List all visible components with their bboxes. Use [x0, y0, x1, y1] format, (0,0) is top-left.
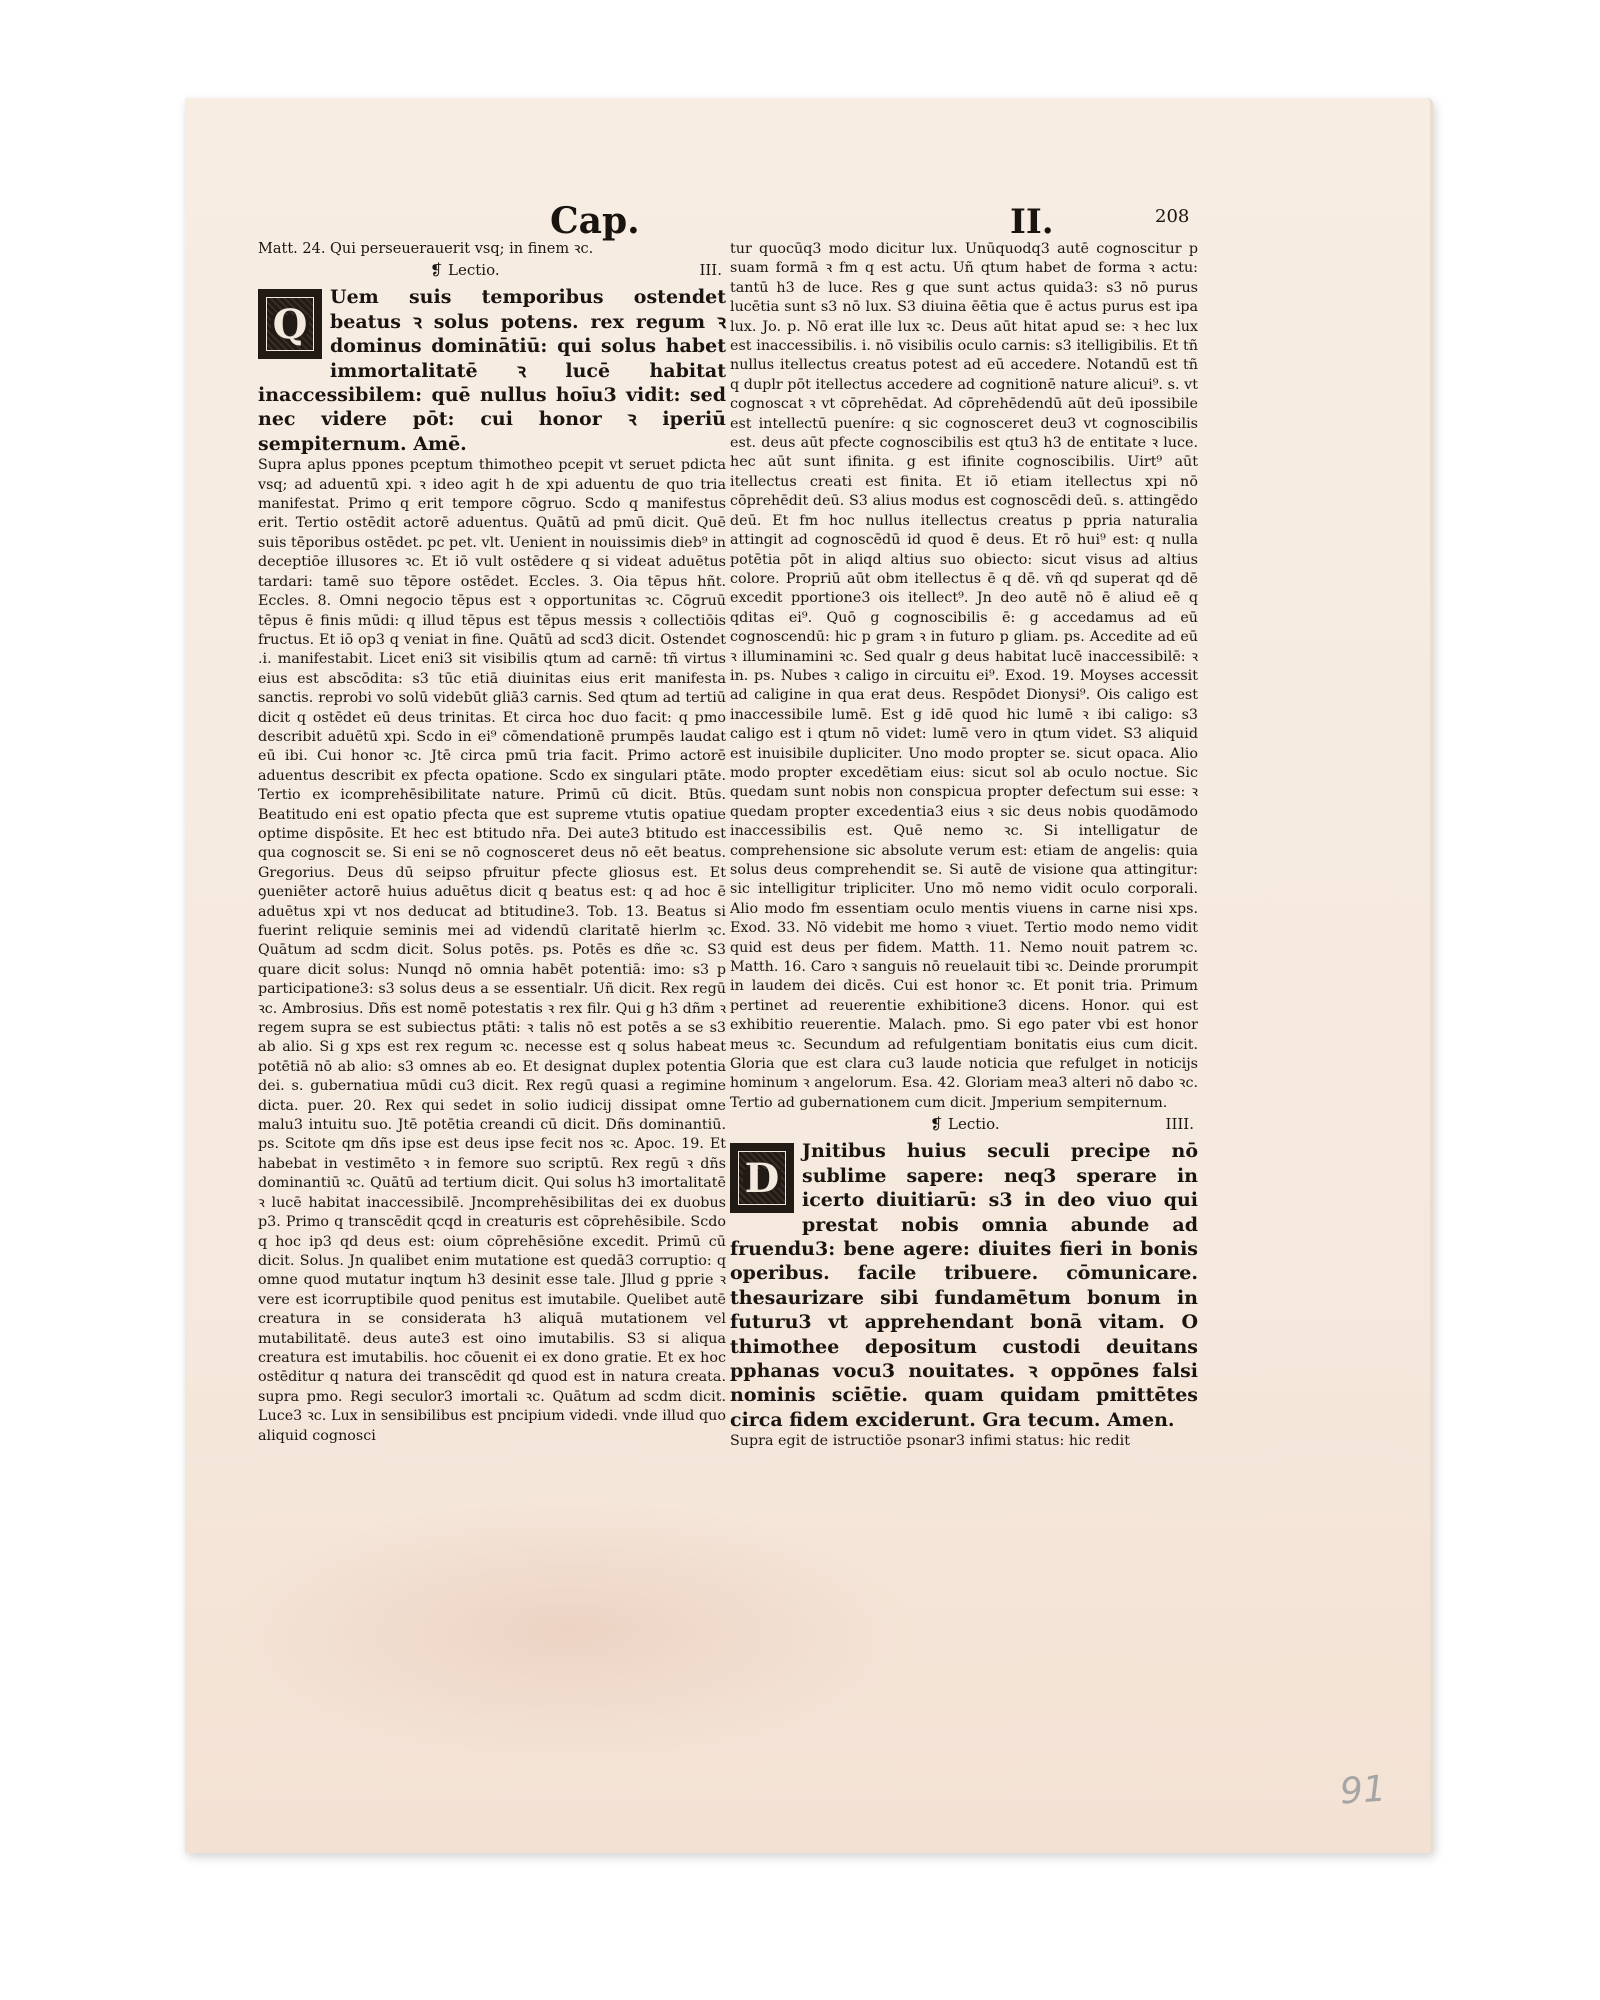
- lemma-text-left: Uem suis temporibus ostendet beatus ꝛ solus potens. rex regum ꝛ dominus dominātiū: qui solus habet immortalitatē ꝛ lucē habitat inaccessibilem: quē nullus hoīu3 vidit: sed nec videre pōt: cui honor ꝛ iperiū sempiternum. Amē.: [258, 286, 726, 455]
- paragraph-mark-icon: ❡: [430, 261, 443, 280]
- pencil-annotation: 91: [1338, 1768, 1388, 1813]
- lectio-label: Lectio.: [948, 1115, 1000, 1134]
- running-head: [0, 200, 1600, 240]
- commentary-start-right: Supra egit de istructiōe psonar3 infimi status: hic redit: [730, 1433, 1130, 1450]
- decorated-initial-d: [730, 1143, 794, 1213]
- folio-number: 208: [1155, 206, 1190, 227]
- lectio-number: III.: [699, 261, 722, 280]
- lectio-label: Lectio.: [448, 261, 500, 280]
- running-head-chapter: II.: [1010, 202, 1054, 242]
- scripture-reference: Matt. 24. Qui perseuerauerit vsq; in finem ꝛc.: [258, 241, 594, 257]
- commentary-text-left: Supra aplus ppones pceptum thimotheo pcepit vt seruet pdicta vsq; ad aduentū xpi. ꝛ ideo agit h de xpi aduentu de quo tria manifestat. Primo q erit tempore cōgruo. Scdo q manifestus erit. Tertio ostēdit actorē aduentus. Quātū ad pmū dicit. Quē suis tēporibus ostēdet. pc pet. vlt. Uenient in nouissimis dieb⁹ in deceptiōe illusores ꝛc. Et iō vult ostēdere q si videat aduētus tardari: tamē suo tēpore ostēdet. Eccles. 3. Oia tēpus hñt. Eccles. 8. Omni negocio tēpus est ꝛ opportunitas ꝛc. Cōgruū tēpus ē finis mūdi: q illud tēpus est tēpus messis ꝛ collectiōis fructus. Et iō op3 q veniat in fine. Quātū ad scd3 dicit. Ostendet .i. manifestabit. Licet eni3 sit visibilis qtum ad carnē: tñ virtus eius est abscōdita: s3 tūc etiā diuinitas eius erit manifesta sanctis. reprobi vo solū videbūt gliā3 carnis. Sed qtum ad tertiū dicit q ostēdet eū deus trinitas. Et circa hoc duo facit: q pmo describit aduētū xpi. Scdo in ei⁹ cōmendationē prumpēs laudat eū ibi. Cui honor ꝛc. Jtē circa pmū tria facit. Primo actorē aduentus describit ex pfecta opatione. Scdo ex singulari ptāte. Tertio ex icomprehēsibilitate nature. Primū cū dicit. Btūs. Beatitudo eni est opatio pfecta que est supreme vtutis opatiue optime dispōsite. Et hec est btitudo nr̄a. Dei aute3 btitudo est qua cognoscit se. Si eni se nō cognosceret deus nō eēt beatus. Gregorius. Deus dū seipso pfruitur pfecte gliosus est. Et ꝯueniēter actorē huius aduētus dicit q beatus est: q ad hoc ē aduētus xpi vt nos deducat ad btitudine3. Tob. 13. Beatus si fuerint reliquie seminis mei ad videndū claritatē hierlm ꝛc. Quātum ad scdm dicit. Solus potēs. ps. Potēs es dñe ꝛc. S3 quare dicit solus: Nunqd nō omnia habēt potentiā: imo: s3 p participatione3: s3 solus deus a se essentialr. Uñ dicit. Rex regū ꝛc. Ambrosius. Dñs est nomē potestatis ꝛ rex filr. Qui g h3 dñm ꝛ regem supra se est subiectus ptāti: ꝛ talis nō est potēs a se s3 ab alio. Si g xps est rex regum ꝛc. necesse est q solus habeat potētiā nō ab alio: s3 omnes ab eo. Et designat duplex potentia dei. s. gubernatiua mūdi cu3 dicit. Rex regū quasi a regimine dicta. puer. 20. Rex qui sedet in solio iudicij dissipat omne malu3 intuitu suo. Jtē potētia creandi cū dicit. Dñs dominantiū. ps. Scitote qm dñs ipse est deus ipse fecit nos ꝛc. Apoc. 19. Et habebat in vestimēto ꝛ in femore suo scriptū. Rex regū ꝛ dñs dominantiū ꝛc. Quātū ad tertium dicit. Qui solus h3 imortalitatē ꝛ lucē habitat inaccessibilē. Jncomprehēsibilitas dei ex duobus p3. Primo q transcēdit qcqd in creaturis est cōprehēsibile. Scdo q hoc ip3 qd deus est: oium cōprehēsiōne excedit. Primū cū dicit. Solus. Jn qualibet enim mutatione est quedā3 corruptio: q omne quod mutatur inqtum h3 desinit esse tale. Jllud g pprie ꝛ vere est icorruptibile quod penitus est imutabile. Quelibet autē creatura in se considerata h3 aliquā mutationem vel mutabilitatē. deus aute3 est oino imutabilis. S3 si aliqua creatura est imutabilis. hoc cōuenit ei ex dono gratie. Et ex hoc ostēditur q natura dei transcēdit qd quod est in natura creata. supra pmo. Regi seculor3 imortali ꝛc. Quātum ad scdm dicit. Luce3 ꝛc. Lux in sensibilibus est pncipium videdi. vnde illud quo aliquid cognosci: [258, 457, 726, 1444]
- right-column: [730, 240, 1198, 1452]
- decorated-initial-q: [258, 289, 322, 359]
- paragraph-mark-icon: ❡: [930, 1115, 943, 1134]
- lemma-text-right: Jnitibus huius seculi precipe nō sublime sapere: neq3 sperare in icerto diuitiarū: s3 in deo viuo qui prestat nobis omnia abunde ad fruendu3: bene agere: diuites fieri in bonis operibus. facile tribuere. cōmunicare. thesaurizare sibi fundamētum bonum in futuru3 vt apprehendant bonā vitam. O thimothee depositum custodi deuitans pphanas vocu3 nouitates. ꝛ oppōnes falsi nominis sciētie. quam quidam pmittētes circa fidem exciderunt. Gra tecum. Amen.: [730, 1140, 1198, 1431]
- initial-letter: Q: [272, 300, 308, 348]
- initial-letter: D: [744, 1154, 780, 1202]
- lectio-number: IIII.: [1165, 1115, 1194, 1134]
- running-head-cap: Cap.: [550, 200, 640, 242]
- lectio-heading-left: [258, 261, 726, 283]
- lectio-heading-right: [730, 1115, 1198, 1137]
- left-column: [258, 240, 726, 1446]
- commentary-text-right: tur quocūq3 modo dicitur lux. Unūquodq3 autē cognoscitur p suam formā ꝛ fm q est actu. Uñ qtum habet de forma ꝛ actu: tantū h3 de luce. Res g que sunt actus quida3: s3 nō purus lucētia sunt s3 nō lux. S3 diuina ēētia que ē actus purus est ipa lux. Jo. p. Nō erat ille lux ꝛc. Deus aūt hitat apud se: ꝛ hec lux est inaccessibilis. i. nō visibilis oculo carnis: s3 itelligibilis. Et tñ nullus itellectus creatus potest ad eū accedere. Notandū est tñ q duplr pōt itellectus accedere ad cognitionē nature alicui⁹. s. vt cognoscat ꝛ vt cōprehēdat. Ad cōprehēdendū aūt deū ipossibile est intellectū pueníre: q sic cognosceret deu3 vt cognoscibilis est. deus aūt pfecte cognoscibilis est qtu3 h3 de entitate ꝛ luce. hec aūt sunt ifinita. g est ifinite cognoscibilis. Uirt⁹ aūt itellectus creati est finita. Et iō etiam itellectus xpi nō cōprehēdit deū. S3 alius modus est cognoscēdi deū. s. attingēdo deū. Et fm hoc nullus itellectus creatus p ppria naturalia attingit ad cognoscēdū id quod ē deus. Et rō hui⁹ est: q nulla potētia pōt in aliqd altius suo obiecto: sicut visus ad altius colore. Propriū aūt obm itellectus ē q dē. vñ qd superat qd dē excedit pportione3 ois itellect⁹. Jn deo autē nō ē aliud eē q qditas ei⁹. Quō g cognoscibilis ē: g accedamus ad eū cognoscendū: hic p gram ꝛ in futuro p gliam. ps. Accedite ad eū ꝛ illuminamini ꝛc. Sed qualr g deus habitat lucē inaccessibilē: ꝛ in. ps. Nubes ꝛ caligo in circuitu ei⁹. Exod. 19. Moyses accessit ad caligine in qua erat deus. Respōdet Dionysi⁹. Ois caligo est inaccessibile lumē. Est g idē quod hic lumē ꝛ ibi caligo: s3 caligo est i qtum nō videt: lumē vero in qtum videt. S3 aliquid est inuisibile dupliciter. Uno modo propter se. sicut opaca. Alio modo propter excedētiam eius: sicut sol ab oculo noctue. Sic quedam sunt nobis non conspicua propter defectum sui esse: ꝛ quedam propter excedentia3 eius ꝛ sic deus nobis quodāmodo inaccessibilis est. Quē nemo ꝛc. Si intelligatur de comprehensione sic absolute verum est: etiam de angelis: quia solus deus comprehendit se. Si autē de visione qua attingitur: sic intelligitur tripliciter. Uno mō nemo vidit oculo corporali. Alio modo fm essentiam oculo mentis viuens in carne nisi xps. Exod. 33. Nō videbit me homo ꝛ viuet. Tertio modo nemo vidit quid est deus per fidem. Matth. 11. Nemo nouit patrem ꝛc. Matth. 16. Caro ꝛ sanguis nō reuelauit tibi ꝛc. Deinde prorumpit in laudem dei dicēs. Cui est honor ꝛc. Et ponit tria. Primum pertinet ad reuerentie exhibitione3 dicens. Honor. qui est exhibitio reuerentie. Malach. pmo. Si ego pater vbi est honor meus ꝛc. Secundum ad refulgentiam bonitatis eius cum dicit. Gloria que est clara cu3 laude noticia que refulget in noticijs hominum ꝛ angelorum. Esa. 42. Gloriam mea3 alteri nō dabo ꝛc. Tertio ad gubernationem cum dicit. Jmperium sempiternum.: [730, 241, 1198, 1111]
